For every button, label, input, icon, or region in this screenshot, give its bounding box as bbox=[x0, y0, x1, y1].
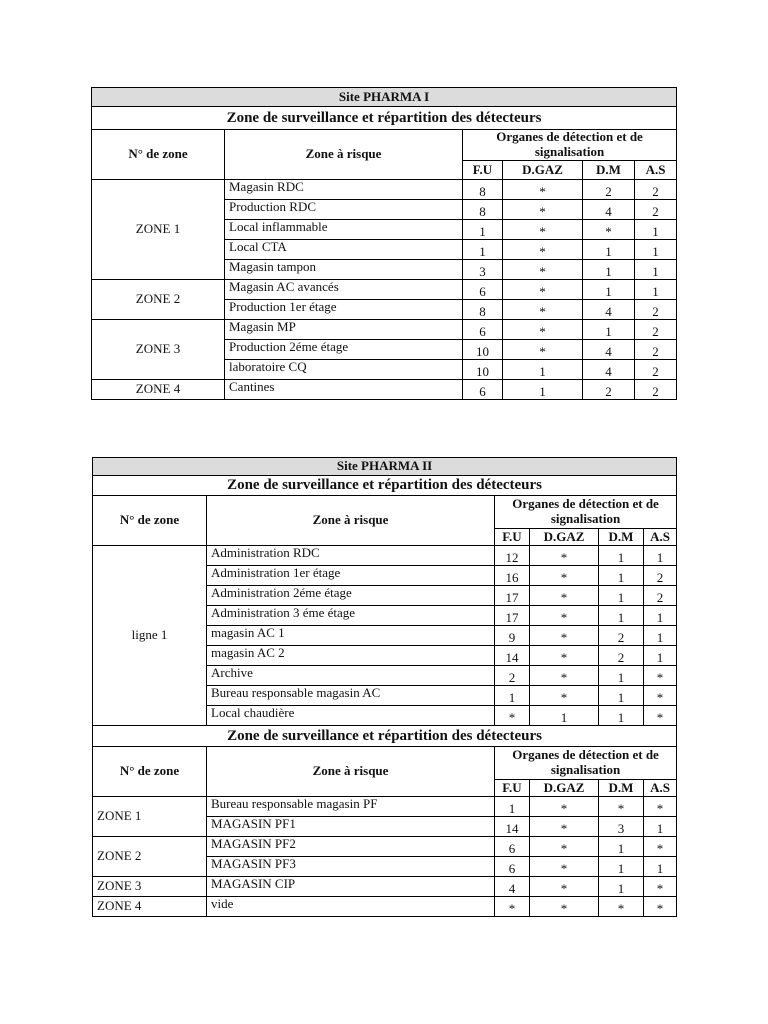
dgaz-cell: * bbox=[530, 817, 599, 837]
fu-cell: 17 bbox=[495, 586, 530, 606]
zone-label: ZONE 4 bbox=[92, 379, 225, 399]
as-cell: * bbox=[644, 877, 677, 897]
zone-label: ZONE 2 bbox=[93, 837, 207, 877]
dm-cell: 1 bbox=[599, 857, 644, 877]
dgaz-cell: * bbox=[503, 239, 583, 259]
risk-zone-cell: Local CTA bbox=[225, 239, 463, 259]
dgaz-cell: * bbox=[530, 626, 599, 646]
table-row bbox=[93, 837, 677, 857]
dgaz-cell: * bbox=[503, 259, 583, 279]
as-cell: * bbox=[644, 706, 677, 726]
dm-cell: 1 bbox=[599, 586, 644, 606]
organs-header: Organes de détection et de signalisation bbox=[495, 496, 677, 529]
risk-zone-cell: MAGASIN PF3 bbox=[207, 857, 495, 877]
dm-header: D.M bbox=[599, 780, 644, 797]
risk-zone-cell: Magasin tampon bbox=[225, 259, 463, 279]
dgaz-cell: * bbox=[530, 837, 599, 857]
risk-zone-cell: magasin AC 2 bbox=[207, 646, 495, 666]
site-title: Site PHARMA I bbox=[92, 88, 677, 107]
fu-cell: 9 bbox=[495, 626, 530, 646]
organs-header: Organes de détection et de signalisation bbox=[495, 747, 677, 780]
fu-cell: 1 bbox=[463, 219, 503, 239]
dgaz-cell: * bbox=[530, 666, 599, 686]
risk-zone-header: Zone à risque bbox=[207, 747, 495, 797]
as-header: A.S bbox=[644, 780, 677, 797]
dgaz-cell: * bbox=[530, 586, 599, 606]
dgaz-cell: * bbox=[530, 566, 599, 586]
dm-cell: 2 bbox=[599, 646, 644, 666]
risk-zone-cell: Production 1er étage bbox=[225, 299, 463, 319]
dgaz-cell: * bbox=[530, 857, 599, 877]
zone-number-header: N° de zone bbox=[92, 130, 225, 180]
dm-cell: 1 bbox=[599, 606, 644, 626]
as-header: A.S bbox=[644, 529, 677, 546]
as-cell: 1 bbox=[644, 646, 677, 666]
risk-zone-cell: Administration 3 éme étage bbox=[207, 606, 495, 626]
fu-cell: 10 bbox=[463, 339, 503, 359]
fu-cell: 6 bbox=[463, 319, 503, 339]
fu-cell: 6 bbox=[463, 279, 503, 299]
fu-cell: 8 bbox=[463, 199, 503, 219]
dgaz-cell: * bbox=[530, 797, 599, 817]
risk-zone-cell: Production RDC bbox=[225, 199, 463, 219]
as-cell: 1 bbox=[635, 279, 677, 299]
table-row bbox=[93, 897, 677, 917]
as-cell: 2 bbox=[635, 359, 677, 379]
dm-cell: 1 bbox=[599, 877, 644, 897]
risk-zone-cell: MAGASIN PF2 bbox=[207, 837, 495, 857]
risk-zone-header: Zone à risque bbox=[225, 130, 463, 180]
risk-zone-cell: laboratoire CQ bbox=[225, 359, 463, 379]
fu-cell: 1 bbox=[495, 797, 530, 817]
dm-cell: 1 bbox=[599, 546, 644, 566]
section-title: Zone de surveillance et répartition des détecteurs bbox=[93, 476, 677, 496]
dm-cell: 4 bbox=[583, 339, 635, 359]
as-cell: 2 bbox=[635, 199, 677, 219]
dm-cell: 1 bbox=[583, 239, 635, 259]
fu-cell: 4 bbox=[495, 877, 530, 897]
zone-number-header: N° de zone bbox=[93, 747, 207, 797]
fu-cell: 6 bbox=[463, 379, 503, 399]
organs-header: Organes de détection et de signalisation bbox=[463, 130, 677, 161]
table-row bbox=[93, 546, 677, 566]
dgaz-cell: 1 bbox=[503, 359, 583, 379]
dgaz-cell: 1 bbox=[503, 379, 583, 399]
site-title-row bbox=[93, 458, 677, 476]
dgaz-cell: * bbox=[503, 179, 583, 199]
fu-cell: 1 bbox=[495, 686, 530, 706]
dm-cell: 1 bbox=[583, 259, 635, 279]
as-cell: 1 bbox=[644, 857, 677, 877]
as-cell: * bbox=[644, 897, 677, 917]
fu-cell: 8 bbox=[463, 179, 503, 199]
as-cell: * bbox=[644, 797, 677, 817]
zone-label: ZONE 3 bbox=[92, 319, 225, 379]
as-cell: 2 bbox=[635, 379, 677, 399]
dm-cell: 4 bbox=[583, 199, 635, 219]
dgaz-cell: * bbox=[503, 219, 583, 239]
table-row bbox=[92, 279, 677, 299]
fu-cell: 12 bbox=[495, 546, 530, 566]
dm-cell: 1 bbox=[583, 279, 635, 299]
risk-zone-cell: Archive bbox=[207, 666, 495, 686]
zone-label: ZONE 2 bbox=[92, 279, 225, 319]
dgaz-header: D.GAZ bbox=[503, 160, 583, 179]
pharma-2-table bbox=[92, 457, 677, 917]
dm-cell: 3 bbox=[599, 817, 644, 837]
dm-cell: 1 bbox=[599, 706, 644, 726]
as-cell: 2 bbox=[635, 319, 677, 339]
dm-cell: 1 bbox=[599, 837, 644, 857]
as-cell: 2 bbox=[635, 339, 677, 359]
as-cell: 1 bbox=[635, 259, 677, 279]
as-cell: 2 bbox=[644, 566, 677, 586]
risk-zone-cell: magasin AC 1 bbox=[207, 626, 495, 646]
dgaz-cell: * bbox=[503, 319, 583, 339]
dgaz-header: D.GAZ bbox=[530, 529, 599, 546]
fu-header: F.U bbox=[463, 160, 503, 179]
zone-label: ZONE 1 bbox=[93, 797, 207, 837]
dgaz-cell: * bbox=[530, 546, 599, 566]
fu-header: F.U bbox=[495, 780, 530, 797]
risk-zone-cell: Magasin MP bbox=[225, 319, 463, 339]
dgaz-cell: * bbox=[530, 606, 599, 626]
site-title: Site PHARMA II bbox=[93, 458, 677, 476]
fu-cell: 1 bbox=[463, 239, 503, 259]
risk-zone-header: Zone à risque bbox=[207, 496, 495, 546]
header-row bbox=[93, 496, 677, 529]
dgaz-header: D.GAZ bbox=[530, 780, 599, 797]
dgaz-cell: * bbox=[530, 686, 599, 706]
fu-cell: 3 bbox=[463, 259, 503, 279]
dm-header: D.M bbox=[583, 160, 635, 179]
risk-zone-cell: MAGASIN CIP bbox=[207, 877, 495, 897]
header-row bbox=[92, 130, 677, 161]
dm-cell: 2 bbox=[583, 379, 635, 399]
dgaz-cell: * bbox=[503, 279, 583, 299]
section-title-row bbox=[93, 476, 677, 496]
as-cell: 2 bbox=[635, 299, 677, 319]
risk-zone-cell: Local chaudière bbox=[207, 706, 495, 726]
section-title-row bbox=[93, 726, 677, 747]
dm-cell: 2 bbox=[599, 626, 644, 646]
dgaz-cell: * bbox=[530, 897, 599, 917]
fu-cell: 14 bbox=[495, 646, 530, 666]
dm-cell: * bbox=[599, 797, 644, 817]
zone-label: ZONE 1 bbox=[92, 179, 225, 279]
as-cell: 1 bbox=[635, 219, 677, 239]
section-title-row bbox=[92, 107, 677, 130]
fu-cell: 6 bbox=[495, 857, 530, 877]
dgaz-cell: * bbox=[503, 199, 583, 219]
risk-zone-cell: MAGASIN PF1 bbox=[207, 817, 495, 837]
as-cell: 1 bbox=[644, 606, 677, 626]
dm-cell: 1 bbox=[599, 686, 644, 706]
dm-cell: 4 bbox=[583, 299, 635, 319]
as-cell: 1 bbox=[635, 239, 677, 259]
dgaz-cell: * bbox=[530, 877, 599, 897]
risk-zone-cell: Magasin AC avancés bbox=[225, 279, 463, 299]
as-cell: 1 bbox=[644, 626, 677, 646]
fu-cell: * bbox=[495, 706, 530, 726]
fu-header: F.U bbox=[495, 529, 530, 546]
dgaz-cell: * bbox=[503, 339, 583, 359]
as-header: A.S bbox=[635, 160, 677, 179]
table-row bbox=[93, 797, 677, 817]
zone-label: ligne 1 bbox=[93, 546, 207, 726]
dgaz-cell: * bbox=[530, 646, 599, 666]
risk-zone-cell: Local inflammable bbox=[225, 219, 463, 239]
fu-cell: 16 bbox=[495, 566, 530, 586]
as-cell: 1 bbox=[644, 546, 677, 566]
dm-cell: 1 bbox=[599, 566, 644, 586]
table-row bbox=[92, 379, 677, 399]
as-cell: 1 bbox=[644, 817, 677, 837]
header-row bbox=[93, 747, 677, 780]
dm-cell: 2 bbox=[583, 179, 635, 199]
dm-cell: * bbox=[583, 219, 635, 239]
risk-zone-cell: vide bbox=[207, 897, 495, 917]
fu-cell: 10 bbox=[463, 359, 503, 379]
as-cell: 2 bbox=[644, 586, 677, 606]
fu-cell: 2 bbox=[495, 666, 530, 686]
as-cell: * bbox=[644, 686, 677, 706]
dm-header: D.M bbox=[599, 529, 644, 546]
fu-cell: 8 bbox=[463, 299, 503, 319]
risk-zone-cell: Cantines bbox=[225, 379, 463, 399]
table-row bbox=[92, 319, 677, 339]
as-cell: * bbox=[644, 666, 677, 686]
risk-zone-cell: Bureau responsable magasin PF bbox=[207, 797, 495, 817]
zone-label: ZONE 4 bbox=[93, 897, 207, 917]
dm-cell: * bbox=[599, 897, 644, 917]
table-row bbox=[92, 179, 677, 199]
dgaz-cell: 1 bbox=[530, 706, 599, 726]
dm-cell: 1 bbox=[599, 666, 644, 686]
zone-label: ZONE 3 bbox=[93, 877, 207, 897]
risk-zone-cell: Magasin RDC bbox=[225, 179, 463, 199]
risk-zone-cell: Administration 1er étage bbox=[207, 566, 495, 586]
risk-zone-cell: Administration 2éme étage bbox=[207, 586, 495, 606]
section-title: Zone de surveillance et répartition des détecteurs bbox=[92, 107, 677, 130]
site-title-row bbox=[92, 88, 677, 107]
section-title: Zone de surveillance et répartition des détecteurs bbox=[93, 726, 677, 747]
fu-cell: * bbox=[495, 897, 530, 917]
fu-cell: 14 bbox=[495, 817, 530, 837]
risk-zone-cell: Production 2éme étage bbox=[225, 339, 463, 359]
fu-cell: 17 bbox=[495, 606, 530, 626]
table-row bbox=[93, 877, 677, 897]
fu-cell: 6 bbox=[495, 837, 530, 857]
pharma-1-table bbox=[91, 87, 677, 400]
dm-cell: 1 bbox=[583, 319, 635, 339]
as-cell: * bbox=[644, 837, 677, 857]
as-cell: 2 bbox=[635, 179, 677, 199]
zone-number-header: N° de zone bbox=[93, 496, 207, 546]
dgaz-cell: * bbox=[503, 299, 583, 319]
risk-zone-cell: Administration RDC bbox=[207, 546, 495, 566]
dm-cell: 4 bbox=[583, 359, 635, 379]
risk-zone-cell: Bureau responsable magasin AC bbox=[207, 686, 495, 706]
